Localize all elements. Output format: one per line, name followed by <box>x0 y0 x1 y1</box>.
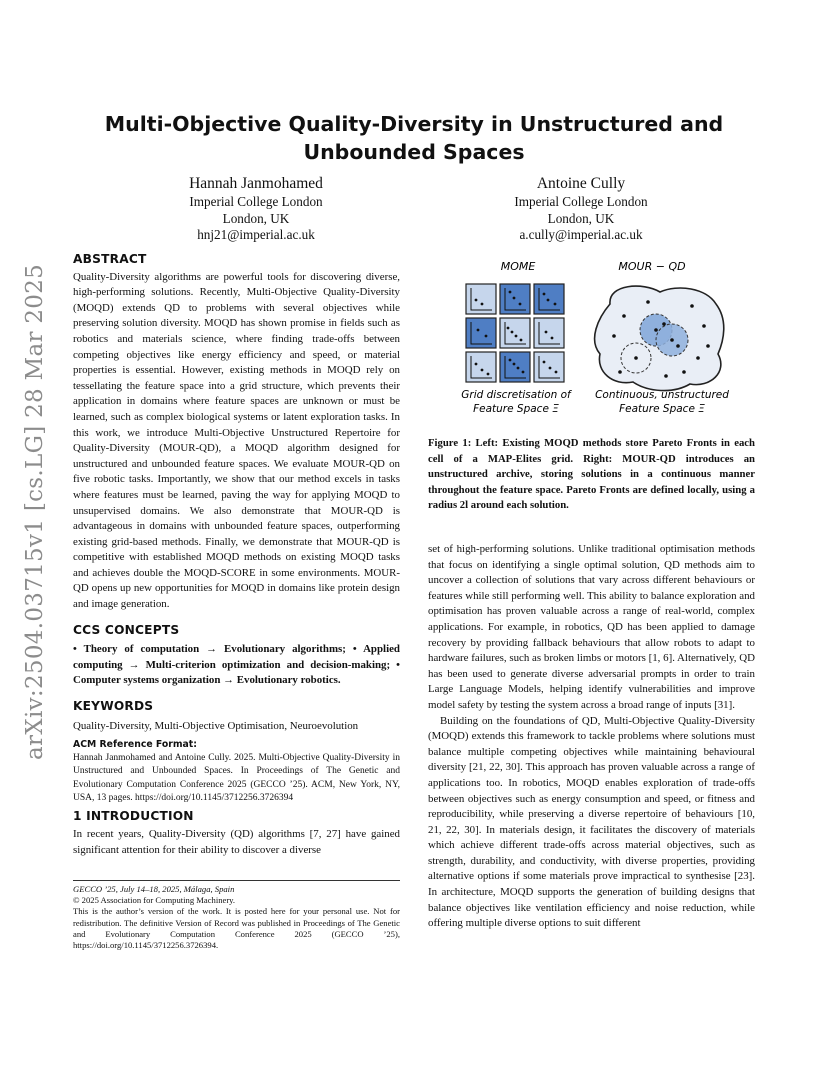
acm-reference-heading: ACM Reference Format: <box>73 739 197 751</box>
figure-1 <box>428 254 755 426</box>
intro-left-text: In recent years, Quality-Diversity (QD) algorithms [7, 27] have gained significant attention for their ability to discover a diverse <box>73 828 400 856</box>
footnote-notice: This is the author’s version of the work. It is posted here for your personal use. Not for redistribution. The definitive Version of Record was published in Proceedings of The Genetic and Evolutionary Computation Conference 2025 (GECCO ’25), https://doi.org/10.1145/3712256.3726394. <box>73 906 400 951</box>
footnote-copyright: © 2025 Association for Computing Machinery. <box>73 895 236 906</box>
author-affiliation: Imperial College London <box>514 194 648 209</box>
figure-label-right: MOUR − QD <box>618 260 686 273</box>
figure-label-left: MOME <box>500 260 536 273</box>
abstract-text: Quality-Diversity algorithms are powerful tools for discovering diverse, high-performing solutions. Recently, Multi-Objective Quality-Diversity (MOQD) extends QD to problems with several objectives while preserving solution diversity. MOQD has shown promise in fields such as robotics and materials science, where finding trade-offs between competing objectives like energy efficiency and speed, or material properties is essential. However, existing methods in MOQD rely on tessellating the feature space into a grid structure, which prevents their application in domains where feature spaces are unknown or must be learned, such as complex biological systems or latent exploration tasks. In this work, we introduce Multi-Objective Unstructured Repertoire for Quality-Diversity (MOUR-QD), a MOQD algorithm designed for unstructured and unbounded feature spaces. We evaluate MOUR-QD on five robotic tasks. Importantly, we show that our method excels in tasks where features must be learned, paving the way for applying MOQD to unsupervised domains. We also demonstrate that MOUR-QD is advantageous in domains with unbounded feature spaces, outperforming existing grid-based methods. Finally, we demonstrate that MOUR-QD is competitive with established MOQD methods on existing MOQD tasks and achieves double the MOQD-SCORE in some environments. MOUR-QD opens up new opportunities for MOQD in domains like protein design and image generation. <box>73 270 400 611</box>
figure-sublabel-right-line1: Continuous, unstructured <box>595 389 729 401</box>
author-location: London, UK <box>547 210 615 226</box>
figure-sublabel-right-line2: Feature Space Ξ <box>619 403 705 415</box>
right-column <box>428 542 755 932</box>
author-block <box>461 174 701 244</box>
left-column <box>73 252 400 859</box>
author-email: a.cully@imperial.ac.uk <box>519 227 643 242</box>
keywords-heading: KEYWORDS <box>73 699 154 714</box>
author-name: Hannah Janmohamed <box>189 175 323 192</box>
intro-right-paragraph-1: set of high-performing solutions. Unlike traditional optimisation methods that focus on identifying a single optimal solution, QD methods aim to uncover a collection of solutions that vary across different behaviours or features while still performing well. This ability to balance exploration and optimisation has proven valuable across a range of real-world, complex applications. For example, in robotics, QD has been applied to damage recovery by providing fallback behaviours that allow robots to adapt to hardware failures, such as broken limbs or motors [1, 6]. Alternatively, QD has been used to generate diverse adversarial prompts in order to train Large Language Models, helping identify vulnerabilities and improve model safety by testing the system across a broad range of inputs [31]. <box>428 543 755 711</box>
acm-reference-text: Hannah Janmohamed and Antoine Cully. 2025. Multi-Objective Quality-Diversity in Unstructured and Unbounded Spaces. In Proceedings of The Genetic and Evolutionary Computation Conference 2025 (GECCO ’25). ACM, New York, NY, USA, 13 pages. https://doi.org/10.1145/3712256.3726394 <box>73 752 400 804</box>
ccs-text: • Theory of computation → Evolutionary algorithms; • Applied computing → Multi-criterion optimization and decision-making; • Computer systems organization → Evolutionary robotics. <box>73 643 400 687</box>
figure-sublabel-left-line1: Grid discretisation of <box>461 389 571 401</box>
acm-reference <box>73 738 400 806</box>
author-name: Antoine Cully <box>536 175 626 192</box>
figure-1-graphic <box>428 254 755 426</box>
ccs-heading: CCS CONCEPTS <box>73 622 180 637</box>
figure-caption: Figure 1: Left: Existing MOQD methods store Pareto Fronts in each cell of a MAP-Elites grid. Right: MOUR-QD introduces an unstructured archive, storing solutions in a continuous manner throughout the feature space. Pareto Fronts are defined locally, using a radius 2l around each solution. <box>428 437 755 511</box>
intro-heading: 1 INTRODUCTION <box>73 808 194 823</box>
author-block <box>136 174 376 244</box>
author-location: London, UK <box>222 210 290 226</box>
author-email: hnj21@imperial.ac.uk <box>197 227 315 242</box>
footnote <box>73 880 400 951</box>
figure-sublabel-left-line2: Feature Space Ξ <box>473 403 559 415</box>
intro-right-paragraph-2: Building on the foundations of QD, Multi-Objective Quality-Diversity (MOQD) extends this framework to tackle problems where solutions must balance multiple competing objectives while maintaining behavioural diversity [21, 22, 30]. This approach has proven valuable across a range of applications too. In robotics, MOQD enables exploration of trade-offs between objectives such as energy consumption and speed, or fitness and reproducibility, while preserving a diverse repertoire of behaviours [10, 21, 22, 30]. In materials design, it facilitates the discovery of materials which achieve different trade-offs across material objectives, such as strength, durability, and conductivity, with diverse properties, providing alternative options if some materials prove impractical to synthesise [23]. In architecture, MOQD supports the generation of building designs that balance objectives like ventilation efficiency and noise reduction, while offering multiple diverse options to suit different <box>428 714 755 930</box>
keywords-text: Quality-Diversity, Multi-Objective Optimisation, Neuroevolution <box>73 719 359 732</box>
author-affiliation: Imperial College London <box>189 194 323 209</box>
footnote-conference: GECCO ’25, July 14–18, 2025, Málaga, Spain <box>73 884 235 894</box>
paper-title: Multi-Objective Quality-Diversity in Unstructured and Unbounded Spaces <box>104 112 724 164</box>
abstract-heading: ABSTRACT <box>73 252 147 266</box>
arxiv-stamp: arXiv:2504.03715v1 [cs.LG] 28 Mar 2025 <box>22 263 48 760</box>
